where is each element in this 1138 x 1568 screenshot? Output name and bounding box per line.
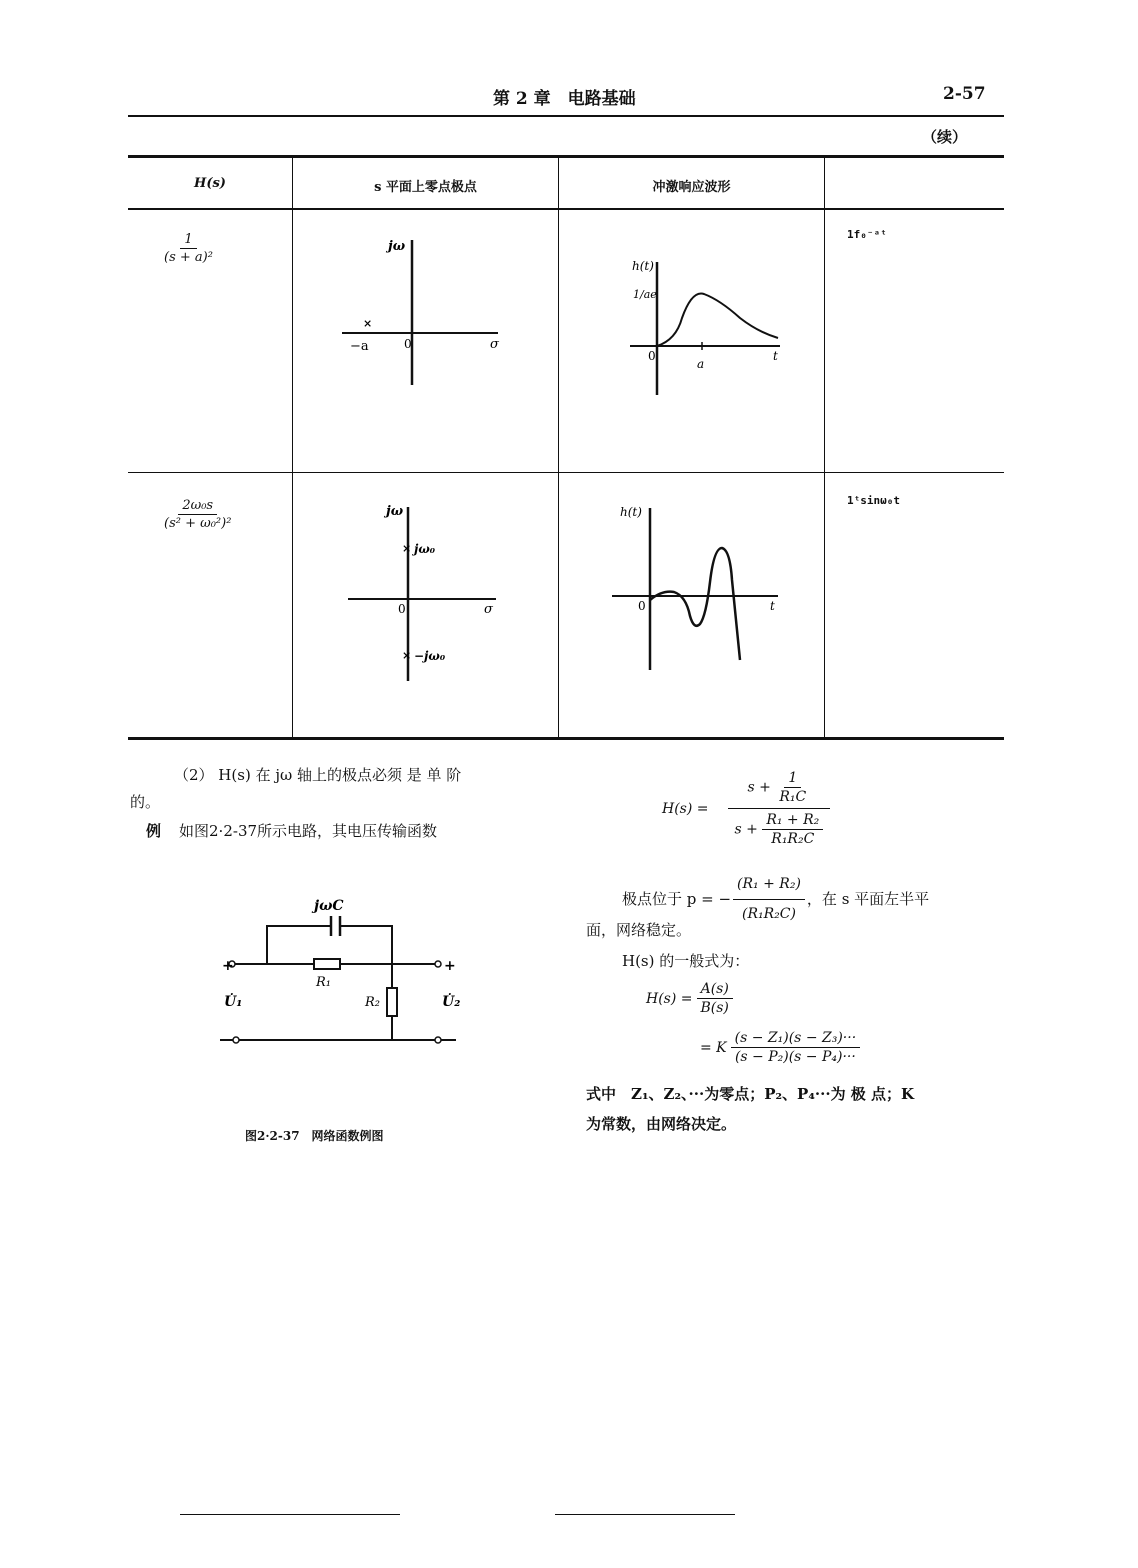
table-col-divider-3 bbox=[824, 158, 825, 737]
row2-origin-label-wave: 0 bbox=[638, 599, 646, 613]
h-num-frac-num: 1 bbox=[784, 770, 801, 788]
row1-transfer-function bbox=[160, 232, 217, 265]
output-terminal-bottom bbox=[435, 1037, 441, 1043]
column-header-pole-zero: s 平面上零点极点 bbox=[374, 180, 477, 195]
row1-h-label: h(t) bbox=[632, 259, 654, 273]
h-main-fraction bbox=[715, 770, 844, 847]
h-den-frac-num: R₁ + R₂ bbox=[762, 812, 823, 830]
row1-double-pole-mark: × bbox=[363, 317, 373, 330]
description-line-1: 式中 Z₁、Z₂、···为零点；P₂、P₄···为 极 点；K bbox=[586, 1085, 915, 1103]
row2-hs-denominator: (s² + ω₀²)² bbox=[164, 516, 232, 531]
header-rule bbox=[128, 115, 1004, 117]
capacitor-wire-right bbox=[340, 926, 392, 964]
h-den-frac-den: R₁R₂C bbox=[771, 831, 815, 847]
row1-response-curve bbox=[657, 294, 778, 347]
resistor-r1 bbox=[314, 959, 340, 969]
gen-denominator: B(s) bbox=[700, 1000, 729, 1016]
u1-label: U̇₁ bbox=[224, 994, 243, 1010]
left-line-1: （2） H(s) 在 jω 轴上的极点必须 是 单 阶 bbox=[174, 766, 462, 784]
example-text: 如图2·2-37所示电路，其电压传输函数 bbox=[179, 822, 438, 840]
row1-hs-numerator: 1 bbox=[180, 232, 196, 249]
page-number: 2-57 bbox=[943, 84, 986, 104]
capacitor-label: jωC bbox=[314, 898, 344, 914]
row2-s-plane-diagram bbox=[340, 495, 520, 685]
h-den-s: s + bbox=[734, 821, 758, 838]
r1-label: R₁ bbox=[316, 975, 331, 990]
footer-rule-right bbox=[555, 1514, 735, 1515]
table-bottom-rule bbox=[128, 737, 1004, 740]
row2-lower-pole-mark: × bbox=[402, 649, 412, 662]
circuit-diagram bbox=[212, 888, 472, 1053]
output-terminal-top bbox=[435, 961, 441, 967]
row2-t-label: t bbox=[770, 599, 775, 613]
table-header-rule bbox=[128, 208, 1004, 210]
u2-label: U̇₂ bbox=[442, 994, 461, 1010]
row2-impulse-response-plot bbox=[610, 500, 790, 675]
figure-caption: 图2·2-37 网络函数例图 bbox=[245, 1129, 384, 1143]
row1-formula: 1f₀⁻ᵃᵗ bbox=[847, 228, 887, 241]
row1-hs-denominator: (s + a)² bbox=[164, 250, 213, 265]
row1-peak-value-label: 1/ae bbox=[633, 288, 657, 301]
row1-impulse-response-plot bbox=[620, 250, 790, 400]
row1-pole-label: −a bbox=[350, 339, 369, 354]
table-top-rule bbox=[128, 155, 1004, 158]
row2-response-curve bbox=[650, 548, 740, 660]
description-line-2: 为常数，由网络决定。 bbox=[586, 1115, 737, 1133]
general-form-line: H(s) 的一般式为： bbox=[622, 952, 750, 970]
table-col-divider-2 bbox=[558, 158, 559, 737]
pole-prefix: 极点位于 p = − bbox=[622, 890, 732, 908]
row1-jw-label: jω bbox=[388, 239, 406, 254]
footer-rule-left bbox=[180, 1514, 400, 1515]
row1-s-plane-diagram bbox=[330, 230, 520, 395]
gen-lhs: H(s) = bbox=[646, 990, 693, 1007]
h-lhs: H(s) = bbox=[662, 800, 709, 817]
h-numerator bbox=[728, 770, 831, 809]
gen-numerator: A(s) bbox=[697, 981, 733, 999]
gen2-denominator: (s − P₂)(s − P₄)··· bbox=[734, 1049, 856, 1065]
h-num-frac-den: R₁C bbox=[779, 789, 807, 805]
pole-denominator: (R₁R₂C) bbox=[742, 906, 796, 922]
row1-peak-time-label: a bbox=[697, 357, 705, 371]
column-header-impulse-response: 冲激响应波形 bbox=[652, 180, 731, 195]
row1-origin-label: 0 bbox=[404, 337, 412, 351]
row1-t-label: t bbox=[773, 349, 778, 363]
example-line bbox=[130, 818, 550, 845]
left-line-2: 的。 bbox=[130, 793, 161, 811]
row1-origin-label-wave: 0 bbox=[648, 349, 656, 363]
chapter-title: 第 2 章 电路基础 bbox=[493, 89, 636, 109]
h-num-s: s + bbox=[747, 779, 771, 796]
general-form-equation-1 bbox=[646, 981, 733, 1016]
row2-origin-label: 0 bbox=[398, 602, 406, 616]
table-col-divider-1 bbox=[292, 158, 293, 737]
gen2-numerator: (s − Z₁)(s − Z₃)··· bbox=[731, 1030, 861, 1048]
table-row-rule bbox=[128, 472, 1004, 473]
column-header-hs: H(s) bbox=[194, 176, 226, 191]
row1-sigma-label: σ bbox=[490, 337, 499, 352]
example-mark: 例 bbox=[146, 822, 162, 840]
pole-numerator: (R₁ + R₂) bbox=[733, 871, 805, 900]
continued-label: （续） bbox=[922, 128, 968, 146]
row2-formula: 1ᵗsinω₀t bbox=[847, 494, 900, 507]
left-paragraph bbox=[130, 762, 550, 845]
row2-upper-pole-label: jω₀ bbox=[414, 542, 436, 556]
pole-suffix: ，在 s 平面左半平 bbox=[806, 890, 930, 908]
row2-hs-numerator: 2ω₀s bbox=[178, 498, 217, 515]
input-plus-sign: + bbox=[222, 958, 234, 974]
row2-lower-pole-label: −jω₀ bbox=[414, 649, 446, 663]
general-form-equation-2 bbox=[700, 1030, 860, 1065]
row2-transfer-function bbox=[160, 498, 235, 531]
resistor-r2 bbox=[387, 988, 397, 1016]
h-denominator bbox=[715, 809, 844, 847]
row2-h-label: h(t) bbox=[620, 505, 642, 519]
transfer-function-equation bbox=[662, 770, 843, 847]
r2-label: R₂ bbox=[365, 995, 380, 1010]
input-terminal-bottom bbox=[233, 1037, 239, 1043]
output-plus-sign: + bbox=[444, 958, 456, 974]
gen2-lhs: = K bbox=[700, 1039, 727, 1056]
stable-line: 面，网络稳定。 bbox=[586, 921, 692, 939]
row2-jw-label: jω bbox=[386, 504, 404, 519]
row2-sigma-label: σ bbox=[484, 602, 493, 617]
row2-upper-pole-mark: × bbox=[402, 542, 412, 555]
